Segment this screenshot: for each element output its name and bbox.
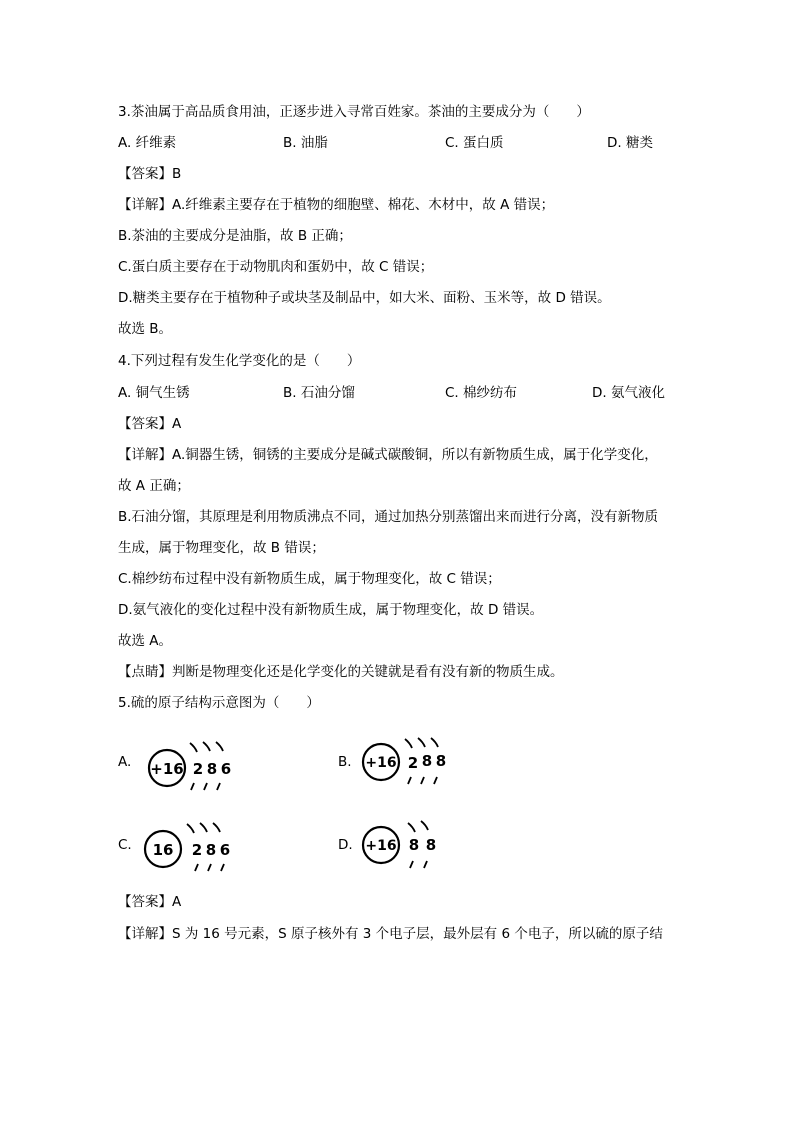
q4-answer: 【答案】A <box>118 416 182 432</box>
q5-option-d-letter: D. <box>338 837 353 853</box>
shell-electrons: 8 <box>425 836 437 854</box>
shell-electrons: 2 <box>191 841 203 859</box>
nucleus-charge: +16 <box>365 755 397 771</box>
q5-detail-line: 【详解】S 为 16 号元素，S 原子核外有 3 个电子层，最外层有 6 个电子，所以硫的原子结 <box>118 926 663 942</box>
nucleus-charge: 16 <box>152 841 174 859</box>
shell-electrons: 8 <box>435 752 447 770</box>
q4-detail-line: B.石油分馏，其原理是利用物质沸点不同，通过加热分别蒸馏出来而进行分离，没有新物质 <box>118 509 659 525</box>
shell-electrons: 8 <box>421 752 433 770</box>
q4-detail-line: 生成，属于物理变化，故 B 错误； <box>118 540 325 556</box>
nucleus-charge: +16 <box>150 760 184 778</box>
question-5-stem: 5.硫的原子结构示意图为（ ） <box>118 695 320 711</box>
q5-option-a-letter: A. <box>118 754 132 770</box>
q5-option-b-atom-diagram <box>355 733 475 793</box>
question-4-stem: 4.下列过程有发生化学变化的是（ ） <box>118 353 361 369</box>
q3-option-a: A. 纤维素 <box>118 135 177 151</box>
q4-detail-line: 故 A 正确； <box>118 478 190 494</box>
q5-answer: 【答案】A <box>118 894 182 910</box>
q4-option-b: B. 石油分馏 <box>283 385 355 401</box>
q4-detail-line: C.棉纱纺布过程中没有新物质生成，属于物理变化，故 C 错误； <box>118 571 501 587</box>
q3-detail-line: D.糖类主要存在于植物种子或块茎及制品中，如大米、面粉、玉米等，故 D 错误。 <box>118 290 611 306</box>
q3-detail-line: 【详解】A.纤维素主要存在于植物的细胞壁、棉花、木材中，故 A 错误； <box>118 197 555 213</box>
q3-conclusion: 故选 B。 <box>118 321 173 337</box>
q3-answer: 【答案】B <box>118 166 182 182</box>
q4-conclusion: 故选 A。 <box>118 633 173 649</box>
q5-option-d-atom-diagram <box>355 816 475 876</box>
q4-comment: 【点睛】判断是物理变化还是化学变化的关键就是看有没有新的物质生成。 <box>118 664 564 680</box>
shell-electrons: 6 <box>220 760 232 778</box>
q5-option-a-atom-diagram <box>140 737 260 797</box>
q3-option-c: C. 蛋白质 <box>445 135 504 151</box>
shell-electrons: 8 <box>408 836 420 854</box>
q5-option-b-letter: B. <box>338 754 352 770</box>
nucleus-charge: +16 <box>365 838 397 854</box>
q5-option-c-atom-diagram <box>140 818 260 878</box>
q5-option-c-letter: C. <box>118 837 132 853</box>
shell-electrons: 8 <box>205 841 217 859</box>
shell-electrons: 8 <box>206 760 218 778</box>
q3-option-d: D. 糖类 <box>607 135 653 151</box>
q4-option-c: C. 棉纱纺布 <box>445 385 518 401</box>
q4-option-a: A. 铜气生锈 <box>118 385 190 401</box>
q3-detail-line: C.蛋白质主要存在于动物肌肉和蛋奶中，故 C 错误； <box>118 259 434 275</box>
q4-detail-line: D.氨气液化的变化过程中没有新物质生成，属于物理变化，故 D 错误。 <box>118 602 544 618</box>
shell-electrons: 6 <box>219 841 231 859</box>
question-3-stem: 3.茶油属于高品质食用油，正逐步进入寻常百姓家。茶油的主要成分为（ ） <box>118 104 590 120</box>
q4-detail-line: 【详解】A.铜器生锈，铜锈的主要成分是碱式碳酸铜，所以有新物质生成，属于化学变化， <box>118 447 658 463</box>
q3-detail-line: B.茶油的主要成分是油脂，故 B 正确； <box>118 228 352 244</box>
q3-option-b: B. 油脂 <box>283 135 328 151</box>
shell-electrons: 2 <box>407 754 419 772</box>
shell-electrons: 2 <box>192 760 204 778</box>
q4-option-d: D. 氨气液化 <box>592 385 665 401</box>
